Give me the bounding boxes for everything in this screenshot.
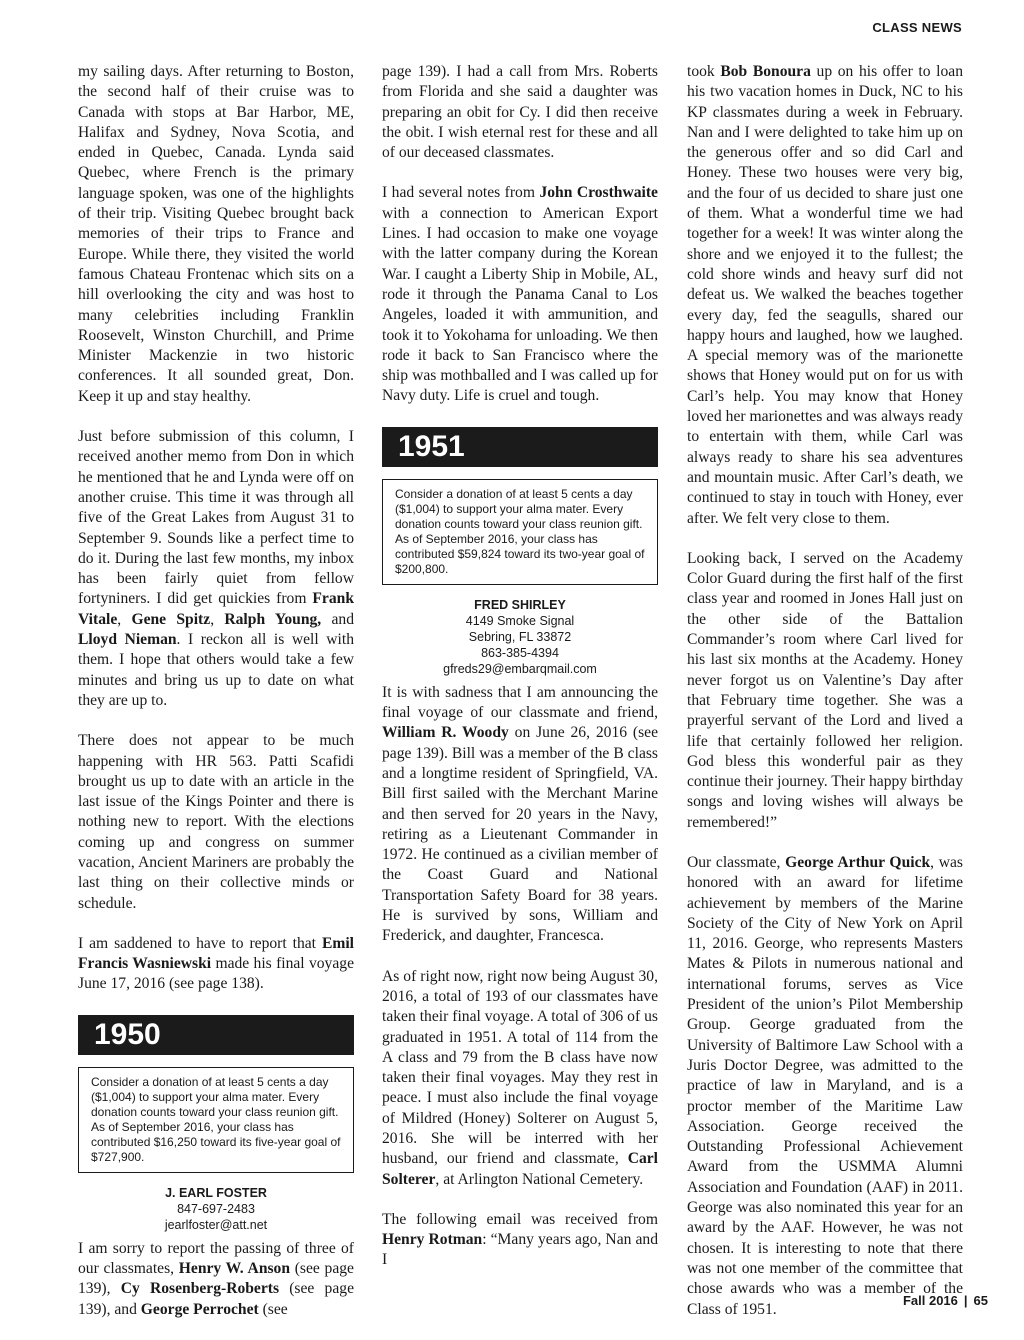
contact-phone: 863-385-4394 [481, 645, 559, 660]
paragraph: page 139). I had a call from Mrs. Roberts from Florida and she said a daughter was preparing an obit for Cy. I did then receive the obit. I wish eternal rest for these and all of our deceased classmates. [382, 63, 658, 162]
column-1 [78, 62, 354, 1340]
paragraph: There does not appear to be much happening with HR 563. Patti Scafidi brought us up to date with an article in the last issue of the Kings Pointer and there is nothing new to report. With the elections coming up and congress on summer vacation, Ancient Mariners are probably the last thing on their collective minds or schedule. [78, 732, 354, 912]
class-year-banner-1950: 1950 [78, 1015, 354, 1055]
classmate-name: John Crosthwaite [539, 184, 658, 202]
contact-street: 4149 Smoke Signal [465, 613, 575, 628]
donation-box-1950: Consider a donation of at least 5 cents a day ($1,004) to support your alma mater. Every donation counts toward your class reunion gift. As of September 2016, your class has contributed $16,250 toward its five-year goal of $727,900. [78, 1067, 354, 1173]
classmate-name: Henry Rotman [382, 1231, 483, 1249]
contact-name: FRED SHIRLEY [474, 597, 566, 612]
classmate-name: Lloyd Nieman [78, 631, 177, 649]
contact-phone: 847-697-2483 [177, 1201, 255, 1216]
contact-city: Sebring, FL 33872 [468, 629, 572, 644]
class-contact-1951 [382, 597, 658, 677]
class-year-banner-1951: 1951 [382, 427, 658, 467]
classmate-name: Emil Francis Wasniewski [78, 934, 354, 973]
page-number: 65 [973, 1293, 988, 1308]
footer-separator: | [963, 1293, 968, 1308]
classmate-name: George Arthur Quick [785, 853, 931, 871]
paragraph: Just before submission of this column, I received another memo from Don in which he mentioned that he and Lynda were off on another cruise. This time it was through all five of the Great Lakes from August 31 to September 9. Sounds like a perfect time to do it. During the last few months, my inbox has been fairly quiet from fellow fortyniners. I did get quickies from Frank Vitale, Gene Spitz, Ralph Young, and Lloyd Nieman. I reckon all is well with them. I hope that others would take a few minutes and bring us up to date on what they are up to. [78, 428, 355, 709]
page-footer [903, 1293, 988, 1308]
classmate-name: George Perrochet [140, 1300, 259, 1318]
classmate-name: Ralph Young, [224, 610, 322, 628]
classmate-name: Henry W. Anson [178, 1260, 291, 1278]
paragraph: Looking back, I served on the Academy Color Guard during the first half of the first class year and roomed in Jones Hall just on the other side of the Battalion Commander’s room where Carl lived for his last six months at the Academy. Honey never forgot us on Valentine’s Day after that February time together. She was a prayerful servant of the Lord and lived a life that certainly followed her religion. God bless this wonderful pair as they continue their journey. Their happy birthday songs and loving wishes will always be remembered!” [687, 549, 963, 831]
contact-email[interactable]: jearlfoster@att.net [164, 1217, 268, 1232]
column-3 [687, 62, 963, 1340]
paragraph: I am sorry to report the passing of three of our classmates, Henry W. Anson (see page 139), Cy Rosenberg-Roberts (see page 139), and George Perrochet (see [78, 1239, 354, 1318]
paragraph: I am saddened to have to report that Emil Francis Wasniewski made his final voyage June 17, 2016 (see page 138). [78, 934, 354, 993]
classmate-name: Carl Solterer [382, 1150, 658, 1188]
paragraph: my sailing days. After returning to Boston, the second half of their cruise was to Canada with stops at Bar Harbor, ME, Halifax and Sydney, Nova Scotia, and ended in Quebec, Canada. Lynda said Quebec, where French is the primary language spoken, was one of the highlights of their trip. Visiting Quebec brought back memories of their trips to France and Europe. While there, they visited the world famous Chateau Frontenac which sits on a hill overlooking the city and was host to many celebrities including Franklin Roosevelt, Winston Churchill, and Prime Minister Mackenzie in two historic conferences. It all sounded great, Don. Keep it up and stay healthy. [78, 63, 354, 405]
contact-name: J. EARL FOSTER [165, 1185, 267, 1200]
classmate-name: William R. Woody [382, 724, 509, 742]
classmate-name: Frank Vitale [78, 590, 354, 628]
paragraph: The following email was received from Henry Rotman: “Many years ago, Nan and I [382, 1210, 658, 1269]
classmate-name: Cy Rosenberg-Roberts [120, 1280, 280, 1298]
issue-label: Fall 2016 [902, 1293, 958, 1308]
section-header: CLASS NEWS [872, 20, 962, 35]
class-contact-1950 [78, 1185, 354, 1233]
paragraph: It is with sadness that I am announcing the final voyage of our classmate and friend, William R. Woody on June 26, 2016 (see page 139). Bill was a member of the B class and a longtime resident of Springfield, VA. Bill first sailed with the Merchant Marine and then served for 20 years in the Navy, retiring as a Lieutenant Commander in 1972. He continued as a civilian member of the Coast Guard and National Transportation Safety Board for 38 years. He is survived by sons, William and Frederick, and daughter, Francesca. [382, 683, 658, 945]
paragraph: took Bob Bonoura up on his offer to loan his two vacation homes in Duck, NC to his KP classmates during a week in February. Nan and I were delighted to take him up on the generous offer and so did Carl and Honey. These two houses were very big, and the four of us decided to share just one of them. What a wonderful time we had together for a week! It was winter along the shore and we enjoyed it to the fullest; the cold shore winds and heavy surf did not defeat us. We walked the beaches together every day, fed the seagulls, shared our happy hours and laughed, how we laughed. A special memory was of the marionette shows that Honey would put on for us with Carl’s help. You may know that Honey loved her marionettes and was always ready to entertain with them, while Carl was always ready to share his sea adventures and mountain music. After Carl’s death, we continued to stay in touch with Honey, ever after. We felt very close to them. [687, 63, 963, 527]
classmate-name: Gene Spitz [131, 610, 211, 628]
classmate-name: Bob Bonoura [720, 63, 811, 80]
donation-box-1951: Consider a donation of at least 5 cents a day ($1,004) to support your alma mater. Every donation counts toward your class reunion gift. As of September 2016, your class has contributed $59,824 toward its two-year goal of $200,800. [382, 479, 658, 585]
paragraph: I had several notes from John Crosthwaite with a connection to American Export Lines. I had occasion to make one voyage with the latter company during the Korean War. I caught a Liberty Ship in Mobile, AL, rode it through the Panama Canal to Los Angeles, loaded it with ammunition, and took it to Yokohama for unloading. We then rode it back to San Francisco where the ship was mothballed and I was called up for Navy duty. Life is cruel and tough. [382, 184, 658, 405]
paragraph: Our classmate, George Arthur Quick, was honored with an award for lifetime achievement by members of the Marine Society of the City of New York on April 11, 2016. George, who represents Masters Mates & Pilots in numerous national and international forums, serves as Vice President of the union’s Pilot Membership Group. George graduated from the University of Baltimore Law School with a Juris Doctor Degree, was admitted to the practice of law in Maryland, and is a proctor member of the Maritime Law Association. George received the Outstanding Professional Achievement Award from the USMMA Alumni Association and Foundation (AAF) in 2011. George was also nominated this year for an award by the AAF. However, he was not chosen. It is interesting to note that there was not one member of the committee that chose awards who was a member of the Class of 1951. [687, 853, 963, 1318]
column-2 [382, 62, 658, 1291]
contact-email[interactable]: gfreds29@embarqmail.com [443, 661, 597, 676]
paragraph: As of right now, right now being August 30, 2016, a total of 193 of our classmates have taken their final voyage. A total of 306 of us graduated in 1951. A total of 114 from the A class and 79 from the B class have now taken their final voyages. May they rest in peace. I must also include the final voyage of Mildred (Honey) Solterer on August 5, 2016. She will be interred with her husband, our friend and classmate, Carl Solterer, at Arlington National Cemetery. [382, 967, 658, 1188]
